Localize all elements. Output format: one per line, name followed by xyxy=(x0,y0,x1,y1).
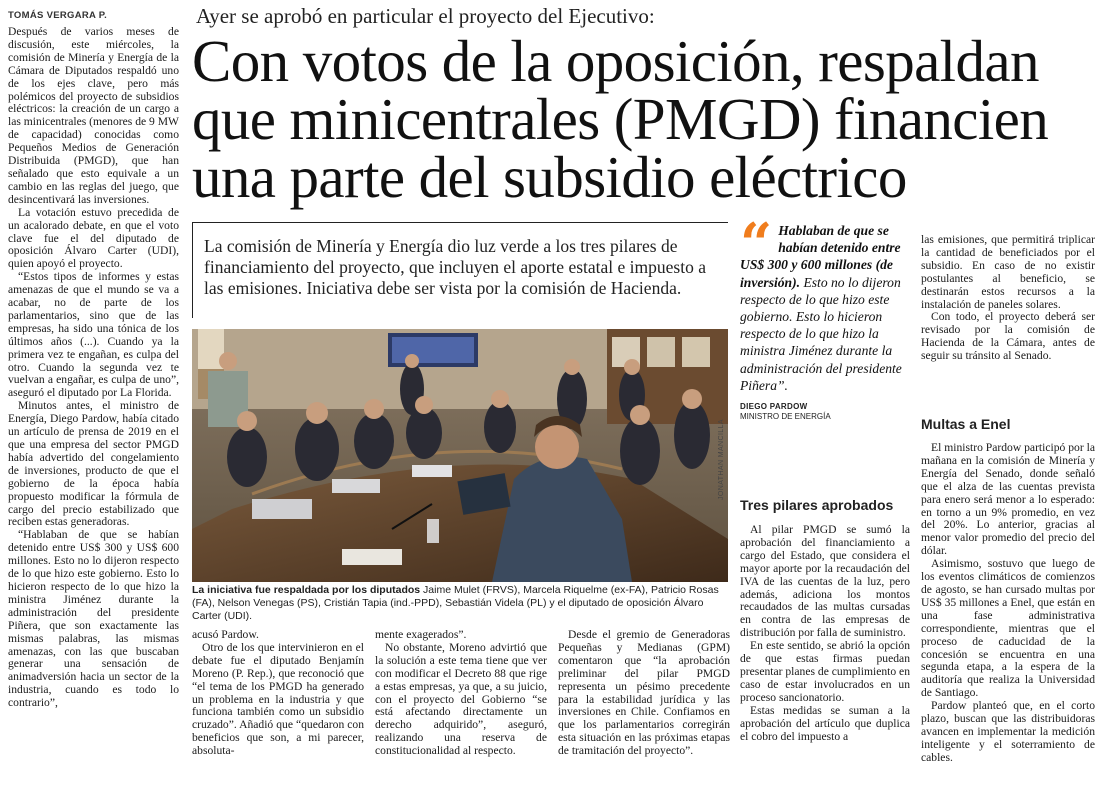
committee-meeting-photo xyxy=(192,329,728,582)
paragraph: Asimismo, sostuvo que luego de los eventos climáticos de comienzos de agosto, se han cursado multas por US$ 35 millones a Enel, que están en una fase administrativa correspondiente, mientras que el proceso de caducidad de la concesión se encuentra en una segunda etapa, a la espera de la auditoría que realiza la Universidad de Santiago. xyxy=(921,557,1095,700)
subhead-tres-pilares: Tres pilares aprobados xyxy=(740,497,894,513)
paragraph: No obstante, Moreno advirtió que la solución a este tema tiene que ver con modificar el Decreto 88 que rige a estas empresas, ya que, a su juicio, con el proyecto del Gobierno “se está afectando directamente un derecho adquirido”, aseguró, realizando una reserva de constitucionalidad al respecto. xyxy=(375,640,547,758)
byline: TOMÁS VERGARA P. xyxy=(8,10,108,21)
paragraph: Al pilar PMGD se sumó la aprobación del financiamiento a cargo del Estado, que considera el mayor aporte por la recaudación del IVA de las cuentas de la luz, pero además, adiciona los montos recaudados de las multas cursadas en contra de las empresas de distribución por falla de suministro. xyxy=(740,523,910,640)
paragraph: Minutos antes, el ministro de Energía, Diego Pardow, había citado un artículo de prensa de 2019 en el que una empresa del sector PMGD había advertido del congelamiento de inversiones, producto de que el gobierno de la época había propuesto modificar la fórmula de cargo del precio estabilizado que reciben estas generadoras. xyxy=(8,399,179,529)
news-photo xyxy=(192,329,728,582)
photo-credit: JONATHAN MANCILLA xyxy=(718,419,725,500)
paragraph: La votación estuvo precedida de un acalorado debate, en que el voto clave fue el del diputado de oposición Álvaro Carter (UDI), quien apoyó el proyecto. xyxy=(8,205,179,271)
body-column-2 xyxy=(192,629,364,758)
paragraph: Después de varios meses de discusión, este miércoles, la comisión de Minería y Energía de la Cámara de Diputados respaldó uno de los ejes clave, pero más polémicos del proyecto de subsidios eléctricos: la creación de un cargo a las minicentrales (menores de 9 MW de capacidad) conocidas como Pequeños Medios de Generación Distribuida (PMGD), que han señalado que esto equivale a un cambio en las reglas del juego, que desincentivará las inversiones. xyxy=(8,25,179,206)
body-column-4 xyxy=(558,629,730,758)
paragraph: Estas medidas se suman a la aprobación del artículo que duplica el cobro del impuesto a xyxy=(740,703,910,743)
deck: La comisión de Minería y Energía dio luz verde a los tres pilares de financiamiento del proyecto, que incluyen el aporte estatal e impuesto a las emisiones. Iniciativa debe ser vista por la comisión de Hacienda. xyxy=(204,236,706,298)
paragraph: “Estos tipos de informes y estas amenazas de que el mundo se va a acabar, no de parte de los parlamentarios, sino que de las empresas, ha sido una tónica de los últimos años (...). Cuando ya la primera vez te engañan, es culpa del otro. Cuando la segunda vez te vuelvan a engañar, es culpa de uno”, aseguró el diputado por La Florida. xyxy=(8,270,179,400)
paragraph: “Hablaban de que se habían detenido entre US$ 300 y US$ 600 millones. Esto no lo dijeron respecto de lo que hizo este gobierno. Esto lo hicieron respecto de lo que hizo la ministra Jiménez durante la administración del presidente Piñera, que son exactamente las mismas palabras, las mismas amenazas, con las que buscaban generar una sensación de animadversión hacia un sector de la industria, cuando es todo lo contrario”, xyxy=(8,528,179,710)
paragraph: las emisiones, que permitirá triplicar la cantidad de beneficiados por el subsidio. En caso de no existir postulantes al beneficio, se destinarán estos recursos a la instalación de paneles solares. xyxy=(921,233,1095,311)
pull-quote-bold: Hablaban de que se habían detenido entre US$ 300 y 600 millones (de inversión). xyxy=(740,223,901,290)
photo-caption xyxy=(192,584,728,623)
body-column-3 xyxy=(375,629,547,758)
quote-author-role: MINISTRO DE ENERGÍA xyxy=(740,412,831,422)
body-column-6 xyxy=(921,234,1095,363)
body-column-1 xyxy=(8,26,179,710)
subhead-multas-enel: Multas a Enel xyxy=(921,416,1011,432)
paragraph: En este sentido, se abrió la opción de que estas firmas puedan presentar planes de cumplimiento en caso de estar involucrados en un proceso sancionatorio. xyxy=(740,639,910,704)
quote-mark-icon: “ xyxy=(740,211,773,277)
caption-rest: Jaime Mulet (FRVS), Marcela Riquelme (ex-FA), Patricio Rosas (FA), Nelson Venegas (PS), Cristián Tapia (ind.-PPD), Sebastián Videla (PL) y el diputado de oposición Álvaro Carter (UDI). xyxy=(192,584,719,622)
kicker: Ayer se aprobó en particular el proyecto del Ejecutivo: xyxy=(196,4,655,28)
paragraph: Otro de los que intervinieron en el debate fue el diputado Benjamín Moreno (P. Rep.), que reconoció que “el tema de los PMGD ha generado un problema en la industria y que funciona también como un subsidio cruzado”. Añadió que “quedaron con beneficios que son, a mi parecer, absoluta- xyxy=(192,640,364,758)
paragraph: Con todo, el proyecto deberá ser revisado por la comisión de Hacienda de la Cámara, antes de seguir su tránsito al Senado. xyxy=(921,310,1095,363)
body-column-5 xyxy=(740,524,910,743)
body-column-7 xyxy=(921,442,1095,765)
paragraph: Pardow planteó que, en el corto plazo, buscan que las distribuidoras avancen en implementar la medición inteligente y el soterramiento de cables. xyxy=(921,699,1095,764)
quote-author-name: DIEGO PARDOW xyxy=(740,402,808,412)
paragraph: mente exagerados”. xyxy=(375,628,467,641)
paragraph: Desde el gremio de Generadoras Pequeñas y Medianas (GPM) comentaron que “la aprobación preliminar del pilar PMGD representa un pésimo precedente para la estabilidad jurídica y las inversiones en Chile. Confiamos en que los parlamentarios corregirán esta situación en las próximas etapas de tramitación del proyecto”. xyxy=(558,628,730,758)
paragraph: acusó Pardow. xyxy=(192,628,259,641)
pull-quote-attribution xyxy=(740,402,910,422)
deck-rule-left xyxy=(192,222,193,318)
headline: Con votos de la oposición, respaldan que minicentrales (PMGD) financien una parte del subsidio eléctrico xyxy=(192,28,1049,210)
paragraph: El ministro Pardow participó por la mañana en la comisión de Minería y Energía del Senado, donde señaló que el alza de las cuentas prevista para enero será menor a lo esperado: en torno a un 9% promedio, en vez del 20%. Lo anterior, gracias al menor valor promedio del precio del dólar. xyxy=(921,441,1095,558)
deck-rule-top xyxy=(192,222,728,223)
pull-quote-rest: Esto no lo dijeron respecto de lo que hizo este gobierno. Esto lo hicieron respecto de lo que hizo la ministra Jiménez durante la administración del presidente Piñera”. xyxy=(740,274,902,393)
pull-quote xyxy=(740,211,910,422)
caption-lead: La iniciativa fue respaldada por los diputados xyxy=(192,584,421,596)
